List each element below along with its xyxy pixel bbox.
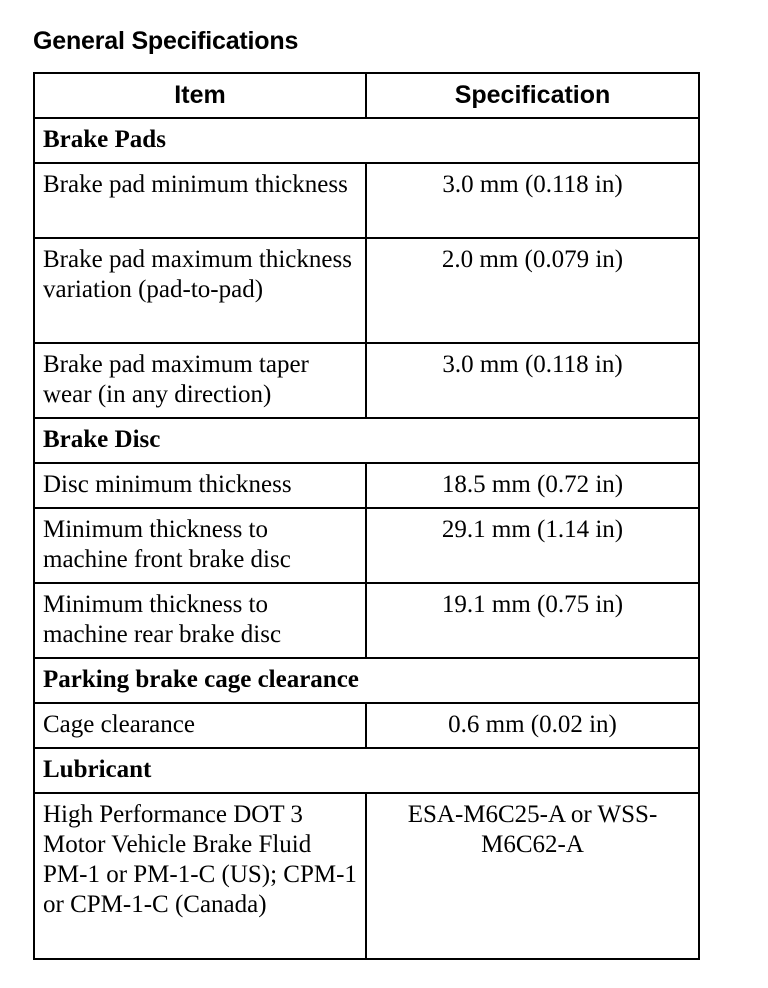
table-row: [34, 703, 699, 748]
column-header-item: Item: [34, 73, 366, 118]
specification-cell: 3.0 mm (0.118 in): [366, 343, 699, 418]
item-cell: Disc minimum thickness: [34, 463, 366, 508]
item-cell: Brake pad maximum thickness variation (pad-to-pad): [34, 238, 366, 343]
table-row: [34, 508, 699, 583]
specification-cell: 0.6 mm (0.02 in): [366, 703, 699, 748]
section-row-parking-brake: [34, 658, 699, 703]
item-cell: Minimum thickness to machine rear brake disc: [34, 583, 366, 658]
table-row: [34, 463, 699, 508]
specification-cell: 2.0 mm (0.079 in): [366, 238, 699, 343]
specification-cell: 18.5 mm (0.72 in): [366, 463, 699, 508]
section-heading: Lubricant: [34, 748, 699, 793]
section-row-brake-pads: [34, 118, 699, 163]
section-heading: Brake Disc: [34, 418, 699, 463]
item-cell: Cage clearance: [34, 703, 366, 748]
section-row-brake-disc: [34, 418, 699, 463]
specification-cell: ESA-M6C25-A or WSS-M6C62-A: [366, 793, 699, 959]
table-header-row: [34, 73, 699, 118]
table-row: [34, 583, 699, 658]
item-cell: Minimum thickness to machine front brake disc: [34, 508, 366, 583]
section-heading: Brake Pads: [34, 118, 699, 163]
section-heading: Parking brake cage clearance: [34, 658, 699, 703]
section-row-lubricant: [34, 748, 699, 793]
item-cell: Brake pad maximum taper wear (in any direction): [34, 343, 366, 418]
specification-cell: 19.1 mm (0.75 in): [366, 583, 699, 658]
specifications-table: [33, 72, 700, 960]
specification-cell: 29.1 mm (1.14 in): [366, 508, 699, 583]
item-cell: Brake pad minimum thickness: [34, 163, 366, 238]
table-row: [34, 793, 699, 959]
specification-cell: 3.0 mm (0.118 in): [366, 163, 699, 238]
table-row: [34, 343, 699, 418]
table-row: [34, 238, 699, 343]
item-cell: High Performance DOT 3 Motor Vehicle Brake Fluid PM-1 or PM-1-C (US); CPM-1 or CPM-1-C (Canada): [34, 793, 366, 959]
column-header-specification: Specification: [366, 73, 699, 118]
page-title: General Specifications: [33, 27, 299, 55]
table-row: [34, 163, 699, 238]
